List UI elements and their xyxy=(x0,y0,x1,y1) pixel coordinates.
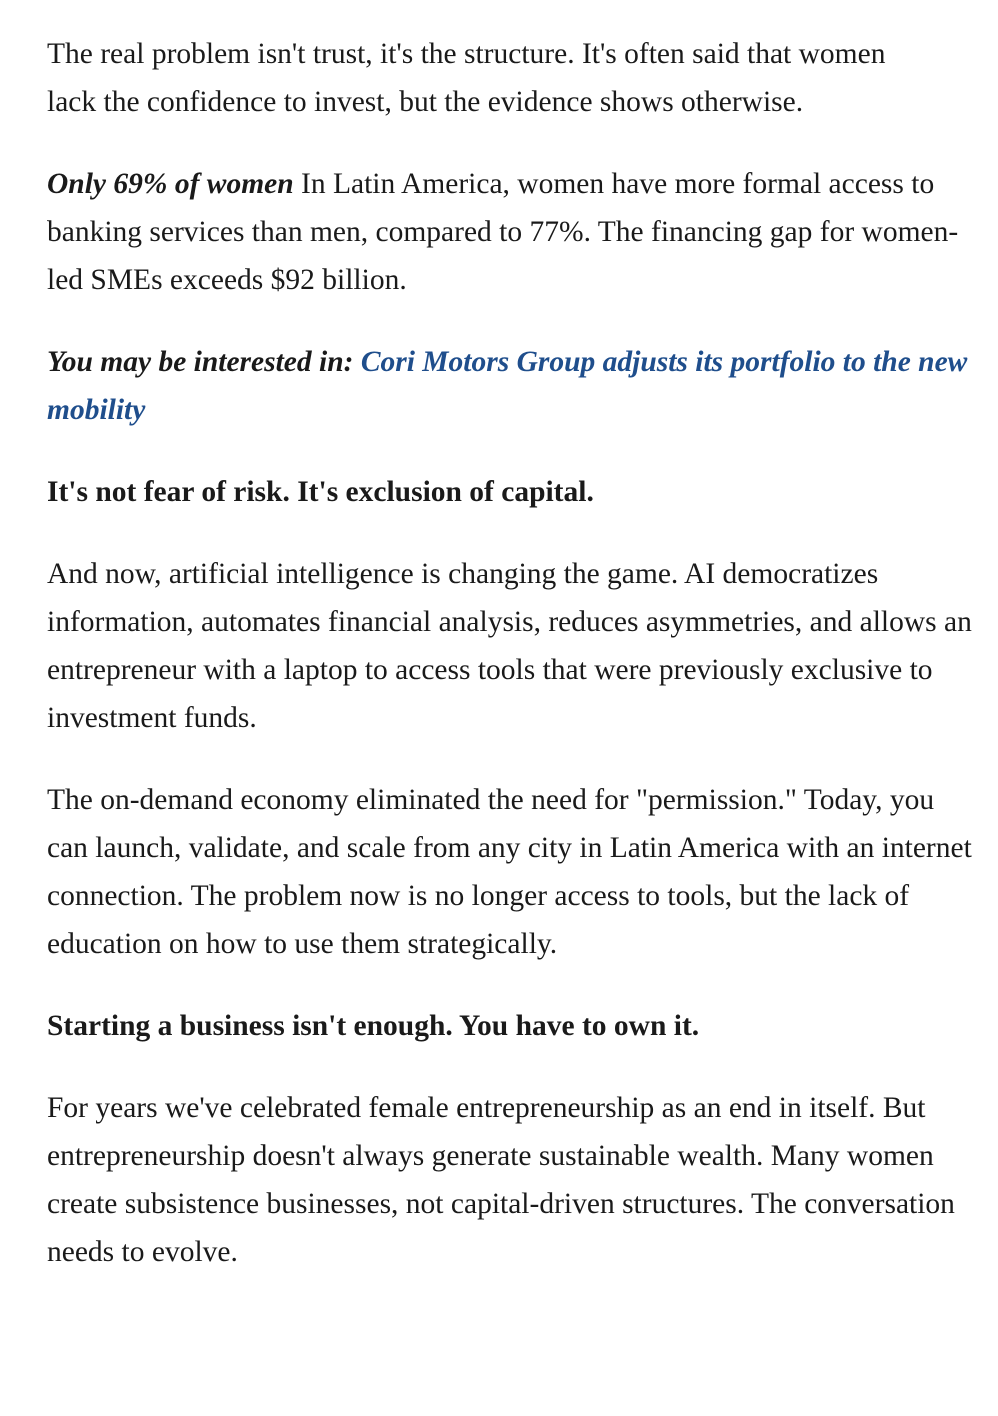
emphasis-stat: Only 69% of women xyxy=(47,168,294,200)
paragraph-structure xyxy=(47,30,907,126)
related-article-link[interactable]: Cori Motors Group adjusts its portfolio to the new mobility xyxy=(47,346,968,426)
related-label: You may be interested in: xyxy=(47,346,354,378)
paragraph-banking-access xyxy=(47,160,982,304)
paragraph-text: And now, artificial intelligence is changing the game. AI democratizes information, automates financial analysis, reduces asymmetries, and allows an entrepreneur with a laptop to access tools that were previously exclusive to investment funds. xyxy=(47,558,972,734)
paragraph-ai xyxy=(47,550,977,742)
section-heading: Starting a business isn't enough. You have to own it. xyxy=(47,1010,700,1042)
paragraph-text: In Latin America, women have more formal access to banking services than men, compared to 77%. The financing gap for women-led SMEs exceeds $92 billion. xyxy=(47,168,959,296)
paragraph-text: For years we've celebrated female entrepreneurship as an end in itself. But entrepreneurship doesn't always generate sustainable wealth. Many women create subsistence businesses, not capital-driven structures. The conversation needs to evolve. xyxy=(47,1092,955,1268)
paragraph-on-demand xyxy=(47,776,977,968)
paragraph-text: The on-demand economy eliminated the need for "permission." Today, you can launch, validate, and scale from any city in Latin America with an internet connection. The problem now is no longer access to tools, but the lack of education on how to use them strategically. xyxy=(47,784,972,960)
paragraph-text: The real problem isn't trust, it's the structure. It's often said that women lack the confidence to invest, but the evidence shows otherwise. xyxy=(47,38,886,118)
related-article xyxy=(47,338,982,434)
paragraph-entrepreneurship xyxy=(47,1084,977,1276)
section-heading: It's not fear of risk. It's exclusion of capital. xyxy=(47,476,594,508)
